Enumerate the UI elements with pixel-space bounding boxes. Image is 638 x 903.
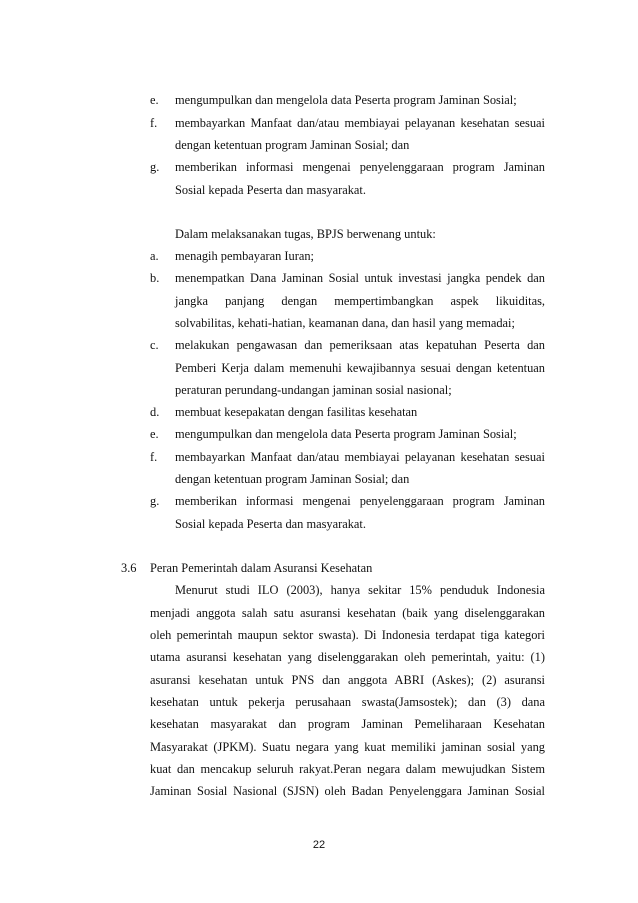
list-text: peraturan perundang-undangan jaminan sosial nasional; (175, 383, 452, 397)
list-marker: c. (150, 338, 159, 352)
section-number: 3.6 (121, 561, 137, 575)
list-marker: g. (150, 494, 160, 508)
page-number: 22 (312, 839, 326, 851)
paragraph-line: Masyarakat (JPKM). Suatu negara yang kuat memiliki jaminan sosial yang (150, 740, 545, 754)
list-text: Pemberi Kerja dalam memenuhi kewajibannya sesuai dengan ketentuan (175, 361, 545, 375)
paragraph-line: asuransi kesehatan untuk PNS dan anggota ABRI (Askes); (2) asuransi (150, 673, 545, 687)
list-text: dengan ketentuan program Jaminan Sosial; dan (175, 472, 410, 486)
list-text: Sosial kepada Peserta dan masyarakat. (175, 183, 366, 197)
list-text: membuat kesepakatan dengan fasilitas kesehatan (175, 405, 418, 419)
paragraph-line: Menurut studi ILO (2003), hanya sekitar 15% penduduk Indonesia (175, 583, 545, 597)
paragraph-line: kesehatan untuk pekerja perusahaan swasta(Jamsostek); dan (3) dana (150, 695, 545, 709)
paragraph-line: Jaminan Sosial Nasional (SJSN) oleh Badan Penyelenggara Jaminan Sosial (150, 784, 545, 798)
list-marker: f. (150, 450, 158, 464)
paragraph-line: kesehatan masyarakat dan program Jaminan Pemeliharaan Kesehatan (150, 717, 545, 731)
list-marker: e. (150, 93, 159, 107)
list-text: menempatkan Dana Jaminan Sosial untuk investasi jangka pendek dan (175, 271, 545, 285)
list-text: jangka panjang dengan mempertimbangkan aspek likuiditas, (175, 294, 545, 308)
list-text: melakukan pengawasan dan pemeriksaan atas kepatuhan Peserta dan (175, 338, 545, 352)
list-text: Sosial kepada Peserta dan masyarakat. (175, 517, 366, 531)
paragraph-line: utama asuransi kesehatan yang diselenggarakan oleh pemerintah, yaitu: (1) (150, 650, 545, 664)
intro-text: Dalam melaksanakan tugas, BPJS berwenang untuk: (175, 227, 436, 241)
list-marker: g. (150, 160, 160, 174)
list-text: memberikan informasi mengenai penyelenggaraan program Jaminan (175, 494, 545, 508)
list-marker: b. (150, 271, 160, 285)
list-text: membayarkan Manfaat dan/atau membiayai pelayanan kesehatan sesuai (175, 450, 545, 464)
list-marker: a. (150, 249, 159, 263)
list-marker: d. (150, 405, 160, 419)
list-marker: f. (150, 116, 158, 130)
list-text: dengan ketentuan program Jaminan Sosial; dan (175, 138, 410, 152)
list-text: mengumpulkan dan mengelola data Peserta program Jaminan Sosial; (175, 93, 517, 107)
list-text: mengumpulkan dan mengelola data Peserta program Jaminan Sosial; (175, 427, 517, 441)
paragraph-line: menjadi anggota salah satu asuransi kesehatan (baik yang diselenggarakan (150, 606, 545, 620)
paragraph-line: oleh pemerintah maupun sektor swasta). Di Indonesia terdapat tiga kategori (150, 628, 545, 642)
list-text: memberikan informasi mengenai penyelenggaraan program Jaminan (175, 160, 545, 174)
list-text: membayarkan Manfaat dan/atau membiayai pelayanan kesehatan sesuai (175, 116, 545, 130)
list-marker: e. (150, 427, 159, 441)
section-title: Peran Pemerintah dalam Asuransi Kesehatan (150, 561, 373, 575)
list-text: menagih pembayaran Iuran; (175, 249, 314, 263)
list-text: solvabilitas, kehati-hatian, keamanan dana, dan hasil yang memadai; (175, 316, 515, 330)
paragraph-line: kuat dan mencakup seluruh rakyat.Peran negara dalam mewujudkan Sistem (150, 762, 545, 776)
